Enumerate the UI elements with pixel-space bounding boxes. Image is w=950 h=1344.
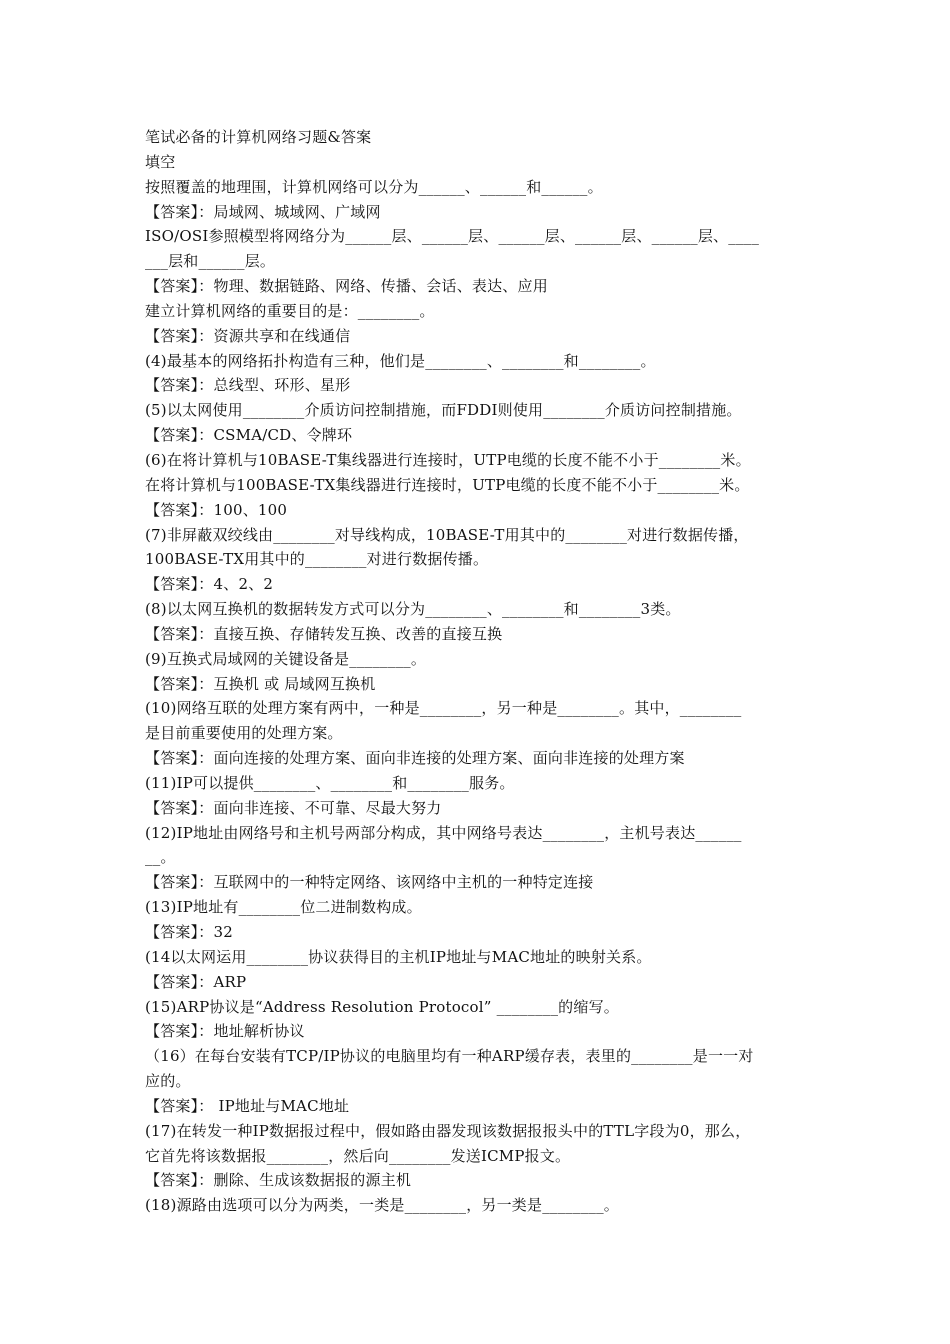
question-line: (12)IP地址由网络号和主机号两部分构成，其中网络号表达________，主机号表达______ — [145, 823, 742, 842]
answer-line: 【答案】：资源共享和在线通信 — [145, 326, 351, 345]
answer-line: 【答案】：互换机 或 局域网互换机 — [145, 674, 376, 693]
answer-line: 【答案】：直接互换、存储转发互换、改善的直接互换 — [145, 624, 503, 643]
question-line: (5)以太网使用________介质访问控制措施，而FDDI则使用________介质访问控制措施。 — [145, 401, 742, 420]
question-line: (18)源路由选项可以分为两类，一类是________，另一类是________。 — [145, 1196, 619, 1215]
question-line: 是目前重要使用的处理方案。 — [145, 724, 343, 743]
question-line: (13)IP地址有________位二进制数构成。 — [145, 898, 422, 917]
answer-line: 【答案】：物理、数据链路、网络、传播、会话、表达、应用 — [145, 277, 548, 296]
question-line: ___层和______层。 — [145, 252, 276, 271]
question-line: (14以太网运用________协议获得目的主机IP地址与MAC地址的映射关系。 — [145, 947, 652, 966]
question-line: (7)非屏蔽双绞线由________对导线构成，10BASE-T用其中的________对进行数据传播， — [145, 525, 749, 544]
question-line: (11)IP可以提供________、________和________服务。 — [145, 773, 515, 792]
answer-line: 【答案】：局域网、城域网、广域网 — [145, 202, 381, 221]
document-page — [145, 125, 825, 1218]
document-body — [145, 175, 825, 1218]
question-line: (10)网络互联的处理方案有两中，一种是________，另一种是________。其中，________ — [145, 699, 742, 718]
answer-line: 【答案】：删除、生成该数据报的源主机 — [145, 1171, 412, 1190]
question-line: 应的。 — [145, 1072, 191, 1091]
answer-line: 【答案】：互联网中的一种特定网络、该网络中主机的一种特定连接 — [145, 873, 594, 892]
answer-line: 【答案】：100、100 — [145, 500, 288, 519]
answer-line: 【答案】： IP地址与MAC地址 — [145, 1096, 350, 1115]
question-line: (9)互换式局域网的关键设备是________。 — [145, 649, 427, 668]
answer-line: 【答案】：面向非连接、不可靠、尽最大努力 — [145, 798, 442, 817]
answer-line: 【答案】：ARP — [145, 972, 247, 991]
question-line: 按照覆盖的地理围，计算机网络可以分为______、______和______。 — [145, 177, 603, 196]
answer-line: 【答案】：CSMA/CD、令牌环 — [145, 426, 353, 445]
question-line: __。 — [145, 848, 176, 867]
question-line: 100BASE-TX用其中的________对进行数据传播。 — [145, 550, 489, 569]
section-heading: 填空 — [145, 152, 176, 171]
question-line: 在将计算机与100BASE-TX集线器进行连接时，UTP电缆的长度不能不小于________米。 — [145, 475, 750, 494]
question-line: 建立计算机网络的重要目的是：________。 — [145, 301, 435, 320]
answer-line: 【答案】：地址解析协议 — [145, 1022, 305, 1041]
question-line: 它首先将该数据报________，然后向________发送ICMP报文。 — [145, 1146, 571, 1165]
document-title: 笔试必备的计算机网络习题&答案 — [145, 128, 372, 146]
question-line: ISO/OSI参照模型将网络分为______层、______层、______层、______层、______层、____ — [145, 227, 760, 246]
question-line: (15)ARP协议是“Address Resolution Protocol” ________的缩写。 — [145, 997, 619, 1016]
question-line: （16）在每台安装有TCP/IP协议的电脑里均有一种ARP缓存表，表里的________是一一对 — [145, 1047, 754, 1066]
answer-line: 【答案】：总线型、环形、星形 — [145, 376, 351, 395]
answer-line: 【答案】：4、2、2 — [145, 575, 274, 594]
question-line: (6)在将计算机与10BASE-T集线器进行连接时，UTP电缆的长度不能不小于________米。 — [145, 450, 751, 469]
question-line: (4)最基本的网络拓扑构造有三种，他们是________、________和________。 — [145, 351, 656, 370]
answer-line: 【答案】：32 — [145, 923, 233, 941]
question-line: (17)在转发一种IP数据报过程中，假如路由器发现该数据报报头中的TTL字段为0，那么， — [145, 1121, 751, 1140]
question-line: (8)以太网互换机的数据转发方式可以分为________、________和________3类。 — [145, 600, 681, 619]
answer-line: 【答案】：面向连接的处理方案、面向非连接的处理方案、面向非连接的处理方案 — [145, 749, 685, 768]
